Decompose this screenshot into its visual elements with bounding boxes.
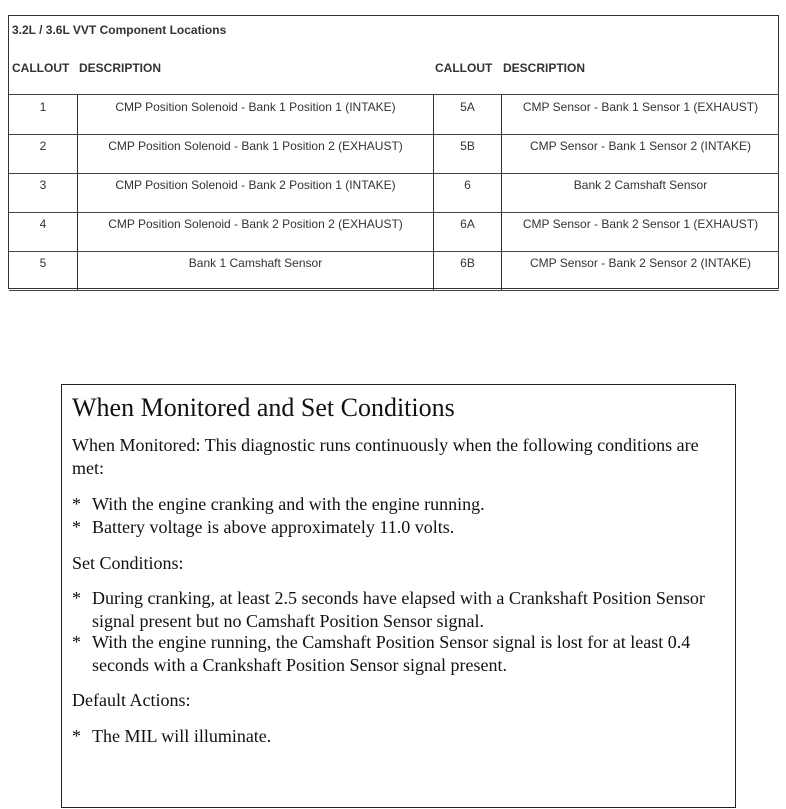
callout-cell: 1 [39,100,47,114]
callout-cell: 6B [460,256,475,270]
conditions-panel [61,384,736,808]
description-cell: CMP Position Solenoid - Bank 1 Position 1 (INTAKE) [115,100,396,114]
callout-cell: 5 [39,256,47,270]
when-monitored-bullet: * With the engine cranking and with the engine running. [72,494,485,514]
callout-cell: 2 [39,139,47,153]
description-cell: Bank 1 Camshaft Sensor [188,256,323,270]
description-cell: CMP Sensor - Bank 1 Sensor 2 (INTAKE) [530,139,751,153]
description-cell: CMP Sensor - Bank 2 Sensor 2 (INTAKE) [530,256,751,270]
callout-cell: 4 [39,217,47,231]
callout-cell: 6 [464,178,471,192]
callout-cell: 6A [460,217,475,231]
default-action-bullet: * The MIL will illuminate. [72,726,272,746]
table-title: 3.2L / 3.6L VVT Component Locations [12,23,227,37]
when-monitored-text: When Monitored: This diagnostic runs continuously when the following conditions are met: [72,435,699,478]
column-divider [501,95,502,290]
vvt-component-table [8,15,779,289]
table-row [9,173,779,213]
table-row [9,212,779,252]
description-cell: CMP Position Solenoid - Bank 1 Position 2 (EXHAUST) [108,139,403,153]
set-condition-bullet: * With the engine running, the Camshaft Position Sensor signal is lost for at least 0.4 seconds with a Crankshaft Position Sensor signal present. [72,632,691,675]
default-actions-label: Default Actions: [72,690,191,710]
column-divider [433,95,434,290]
table-row [9,251,779,291]
bullet-marker: * [72,588,81,608]
description-cell: CMP Sensor - Bank 1 Sensor 1 (EXHAUST) [522,100,759,114]
table-body [9,94,779,290]
header-callout-right: CALLOUT [435,61,493,75]
description-cell: CMP Position Solenoid - Bank 2 Position 2 (EXHAUST) [108,217,403,231]
bullet-marker: * [72,726,81,746]
description-cell: CMP Sensor - Bank 2 Sensor 1 (EXHAUST) [522,217,759,231]
bullet-marker: * [72,632,81,652]
description-cell: Bank 2 Camshaft Sensor [573,178,708,192]
when-monitored-bullet: * Battery voltage is above approximately 11.0 volts. [72,517,455,537]
callout-cell: 5B [460,139,475,153]
table-row [9,134,779,174]
set-condition-bullet: * During cranking, at least 2.5 seconds have elapsed with a Crankshaft Position Sensor signal present but no Camshaft Position Sensor signal. [72,588,705,631]
header-description-right: DESCRIPTION [503,61,586,75]
callout-cell: 3 [39,178,47,192]
table-row [9,95,779,135]
callout-cell: 5A [460,100,475,114]
set-conditions-label: Set Conditions: [72,553,184,573]
bullet-marker: * [72,517,81,537]
bullet-marker: * [72,494,81,514]
conditions-title: When Monitored and Set Conditions [72,393,455,422]
header-callout-left: CALLOUT [12,61,70,75]
column-divider [77,95,78,290]
description-cell: CMP Position Solenoid - Bank 2 Position 1 (INTAKE) [115,178,396,192]
header-description-left: DESCRIPTION [79,61,162,75]
